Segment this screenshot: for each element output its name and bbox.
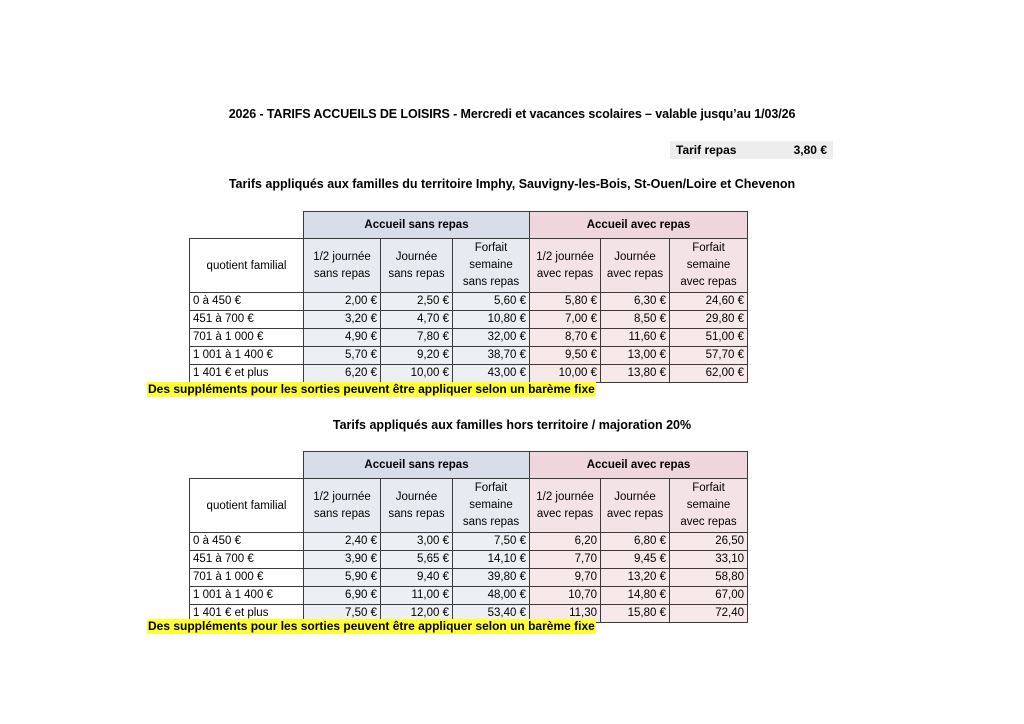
cell: 7,50 € <box>453 533 530 551</box>
cell: 10,00 € <box>530 365 601 383</box>
cell: 24,60 € <box>670 293 748 311</box>
cell: 9,40 € <box>381 569 453 587</box>
col-header-demi-journee-avec: 1/2 journée avec repas <box>530 239 601 293</box>
col-header-forfait-sans: Forfait semaine sans repas <box>453 479 530 533</box>
cell: 51,00 € <box>670 329 748 347</box>
cell: 5,90 € <box>304 569 381 587</box>
table-row <box>190 533 748 551</box>
cell: 5,70 € <box>304 347 381 365</box>
table1-subtitle: Tarifs appliqués aux familles du territoire Imphy, Sauvigny-les-Bois, St-Ouen/Loire et Chevenon <box>228 177 796 191</box>
cell: 58,80 <box>670 569 748 587</box>
row-label: 0 à 450 € <box>190 533 304 551</box>
group-header-sans-repas: Accueil sans repas <box>304 212 530 239</box>
table-row <box>190 569 748 587</box>
col-header-journee-avec: Journée avec repas <box>601 479 670 533</box>
cell: 8,70 € <box>530 329 601 347</box>
cell: 8,50 € <box>601 311 670 329</box>
blank-corner <box>190 452 304 479</box>
group-header-avec-repas: Accueil avec repas <box>530 212 748 239</box>
cell: 9,70 <box>530 569 601 587</box>
cell: 43,00 € <box>453 365 530 383</box>
table-row <box>190 329 748 347</box>
table-row <box>190 365 748 383</box>
cell: 4,90 € <box>304 329 381 347</box>
cell: 10,80 € <box>453 311 530 329</box>
col-header-demi-journee-sans: 1/2 journée sans repas <box>304 239 381 293</box>
col-header-forfait-avec: Forfait semaine avec repas <box>670 479 748 533</box>
cell: 32,00 € <box>453 329 530 347</box>
col-header-journee-sans: Journée sans repas <box>381 479 453 533</box>
cell: 10,00 € <box>381 365 453 383</box>
cell: 5,65 € <box>381 551 453 569</box>
cell: 2,50 € <box>381 293 453 311</box>
cell: 7,70 <box>530 551 601 569</box>
row-label: 1 001 à 1 400 € <box>190 587 304 605</box>
cell: 11,00 € <box>381 587 453 605</box>
row-label: 1 001 à 1 400 € <box>190 347 304 365</box>
cell: 9,50 € <box>530 347 601 365</box>
blank-corner <box>190 212 304 239</box>
tariff-table-outside <box>189 451 748 623</box>
document-title: 2026 - TARIFS ACCUEILS DE LOISIRS - Mercredi et vacances scolaires – valable jusqu’au 1/03/26 <box>228 107 796 121</box>
group-header-sans-repas: Accueil sans repas <box>304 452 530 479</box>
supplement-note-2: Des suppléments pour les sorties peuvent être appliquer selon un barème fixe <box>148 619 595 633</box>
cell: 9,20 € <box>381 347 453 365</box>
col-header-demi-journee-avec: 1/2 journée avec repas <box>530 479 601 533</box>
cell: 57,70 € <box>670 347 748 365</box>
cell: 2,40 € <box>304 533 381 551</box>
cell: 9,45 € <box>601 551 670 569</box>
group-header-avec-repas: Accueil avec repas <box>530 452 748 479</box>
row-label: 0 à 450 € <box>190 293 304 311</box>
cell: 29,80 € <box>670 311 748 329</box>
row-label: 701 à 1 000 € <box>190 569 304 587</box>
table-row <box>190 347 748 365</box>
meal-price-label: Tarif repas <box>676 143 737 157</box>
cell: 14,10 € <box>453 551 530 569</box>
cell: 33,10 <box>670 551 748 569</box>
col-header-journee-sans: Journée sans repas <box>381 239 453 293</box>
cell: 4,70 € <box>381 311 453 329</box>
col-header-forfait-sans: Forfait semaine sans repas <box>453 239 530 293</box>
cell: 12,00 € <box>381 605 453 623</box>
cell: 6,20 € <box>304 365 381 383</box>
cell: 2,00 € <box>304 293 381 311</box>
cell: 13,80 € <box>601 365 670 383</box>
cell: 14,80 € <box>601 587 670 605</box>
cell: 67,00 <box>670 587 748 605</box>
cell: 6,30 € <box>601 293 670 311</box>
cell: 5,60 € <box>453 293 530 311</box>
meal-price-value: 3,80 € <box>793 143 827 157</box>
cell: 6,80 € <box>601 533 670 551</box>
table-row <box>190 587 748 605</box>
cell: 48,00 € <box>453 587 530 605</box>
row-label: 1 401 € et plus <box>190 365 304 383</box>
cell: 3,20 € <box>304 311 381 329</box>
row-label: 451 à 700 € <box>190 551 304 569</box>
col-header-demi-journee-sans: 1/2 journée sans repas <box>304 479 381 533</box>
cell: 6,90 € <box>304 587 381 605</box>
meal-price-box <box>670 141 833 159</box>
cell: 62,00 € <box>670 365 748 383</box>
cell: 7,80 € <box>381 329 453 347</box>
cell: 7,50 € <box>304 605 381 623</box>
cell: 26,50 <box>670 533 748 551</box>
cell: 13,20 € <box>601 569 670 587</box>
cell: 15,80 € <box>601 605 670 623</box>
tariff-table-territory <box>189 211 748 383</box>
cell: 11,30 <box>530 605 601 623</box>
row-label: 1 401 € et plus <box>190 605 304 623</box>
cell: 7,00 € <box>530 311 601 329</box>
col-header-forfait-avec: Forfait semaine avec repas <box>670 239 748 293</box>
col-header-journee-avec: Journée avec repas <box>601 239 670 293</box>
cell: 3,00 € <box>381 533 453 551</box>
cell: 3,90 € <box>304 551 381 569</box>
row-label: 701 à 1 000 € <box>190 329 304 347</box>
cell: 5,80 € <box>530 293 601 311</box>
cell: 39,80 € <box>453 569 530 587</box>
cell: 13,00 € <box>601 347 670 365</box>
table2-subtitle: Tarifs appliqués aux familles hors territoire / majoration 20% <box>332 418 692 432</box>
cell: 11,60 € <box>601 329 670 347</box>
cell: 38,70 € <box>453 347 530 365</box>
row-header-quotient: quotient familial <box>190 479 304 533</box>
table-row <box>190 311 748 329</box>
table-row <box>190 551 748 569</box>
table-row <box>190 293 748 311</box>
supplement-note-1: Des suppléments pour les sorties peuvent être appliquer selon un barème fixe <box>148 382 595 396</box>
cell: 53,40 € <box>453 605 530 623</box>
row-label: 451 à 700 € <box>190 311 304 329</box>
cell: 6,20 <box>530 533 601 551</box>
cell: 10,70 <box>530 587 601 605</box>
row-header-quotient: quotient familial <box>190 239 304 293</box>
cell: 72,40 <box>670 605 748 623</box>
